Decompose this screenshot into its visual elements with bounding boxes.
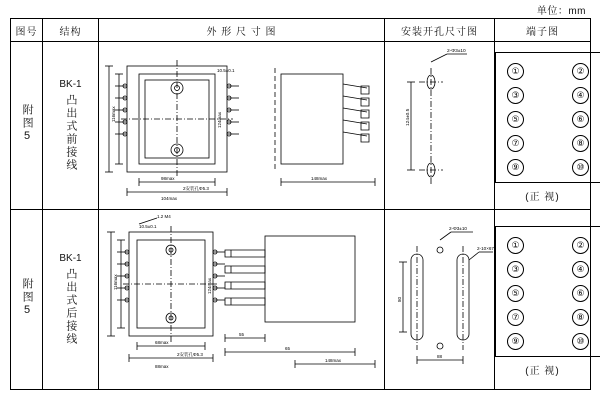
terminal-diagram-front xyxy=(495,52,600,183)
figure-no-label: 附图5 xyxy=(21,104,34,144)
terminal-number: ⑤ xyxy=(507,111,524,128)
terminal-number: ⑩ xyxy=(572,333,589,350)
mounting-hole-drawing-front xyxy=(385,42,495,208)
header-structure: 结构 xyxy=(43,19,99,42)
model-label: BK-1 xyxy=(59,253,82,265)
dim-label: 2安装孔Φ5.3 xyxy=(177,352,203,357)
header-figure-no: 图号 xyxy=(11,19,43,42)
terminal-cell-front xyxy=(495,42,591,210)
dim-label: 124max xyxy=(207,277,212,294)
dim-label: 2-10×67 xyxy=(477,246,494,251)
table-row xyxy=(11,42,591,210)
terminal-number: ④ xyxy=(572,87,589,104)
header-outline: 外 形 尺 寸 图 xyxy=(99,19,385,42)
dim-label: 88 xyxy=(437,354,443,359)
unit-note: 单位：mm xyxy=(536,6,586,17)
dim-label: 10.5±0.1 xyxy=(139,224,157,229)
terminal-cell-rear xyxy=(495,210,591,390)
dim-label: 124max xyxy=(217,111,222,128)
terminal-number: ⑦ xyxy=(507,135,524,152)
terminal-number: ⑦ xyxy=(507,309,524,326)
terminal-number: ⑥ xyxy=(572,111,589,128)
header-mounting-hole: 安装开孔尺寸图 xyxy=(385,19,495,42)
table-header-row xyxy=(11,19,591,42)
dim-label: 1.2 M4 xyxy=(157,214,171,219)
figure-no-label: 附图5 xyxy=(21,278,34,318)
terminal-diagram-rear xyxy=(495,226,600,357)
dim-label: 104max xyxy=(161,196,178,201)
terminal-number: ② xyxy=(572,63,589,80)
dim-label: 148max xyxy=(325,358,342,363)
dim-label: 68max xyxy=(155,340,169,345)
dim-label: 98max xyxy=(161,176,175,181)
terminal-number: ⑧ xyxy=(572,135,589,152)
dim-label: 88max xyxy=(155,364,169,369)
figure-no-cell xyxy=(11,42,43,210)
mounting-hole-cell-front xyxy=(385,42,495,210)
structure-cell xyxy=(43,42,99,210)
terminal-number: ⑩ xyxy=(572,159,589,176)
mounting-hole-drawing-rear xyxy=(385,210,495,388)
terminal-view-caption: (正 视) xyxy=(525,192,560,203)
dim-label: 10.5±0.1 xyxy=(217,68,235,73)
terminal-number: ③ xyxy=(507,87,524,104)
terminal-number: ⑨ xyxy=(507,333,524,350)
table-row xyxy=(11,210,591,390)
dim-label: 2安装孔Φ5.3 xyxy=(183,186,209,191)
dim-label: 124±0.5 xyxy=(406,108,411,126)
structure-cell xyxy=(43,210,99,390)
outline-drawing-cell-rear xyxy=(99,210,385,390)
terminal-number: ⑧ xyxy=(572,309,589,326)
structure-label: 凸出式后接线 xyxy=(64,267,77,346)
terminal-number: ③ xyxy=(507,261,524,278)
dimension-table xyxy=(10,18,591,390)
mounting-hole-cell-rear xyxy=(385,210,495,390)
terminal-number: ① xyxy=(507,237,524,254)
terminal-number: ⑨ xyxy=(507,159,524,176)
dim-label: 2-Φ3±10 xyxy=(449,226,467,231)
structure-label: 凸出式前接线 xyxy=(64,93,77,172)
dim-label: 65 xyxy=(285,346,291,351)
dim-label: 116max xyxy=(111,106,116,122)
terminal-number: ⑥ xyxy=(572,285,589,302)
dim-label: 116max xyxy=(113,274,118,290)
terminal-number: ④ xyxy=(572,261,589,278)
outline-drawing-rear xyxy=(99,210,385,388)
dim-label: 148max xyxy=(311,176,328,181)
header-terminal: 端子图 xyxy=(495,19,591,42)
model-label: BK-1 xyxy=(59,79,82,91)
terminal-view-caption: (正 视) xyxy=(525,366,560,377)
terminal-number: ① xyxy=(507,63,524,80)
dim-label: 55 xyxy=(239,332,245,337)
terminal-number: ② xyxy=(572,237,589,254)
outline-drawing-cell-front xyxy=(99,42,385,210)
figure-no-cell xyxy=(11,210,43,390)
terminal-number: ⑤ xyxy=(507,285,524,302)
dim-label: 2-Φ3±10 xyxy=(447,49,466,54)
dim-label: 80 xyxy=(397,296,402,302)
outline-drawing-front xyxy=(99,42,385,208)
